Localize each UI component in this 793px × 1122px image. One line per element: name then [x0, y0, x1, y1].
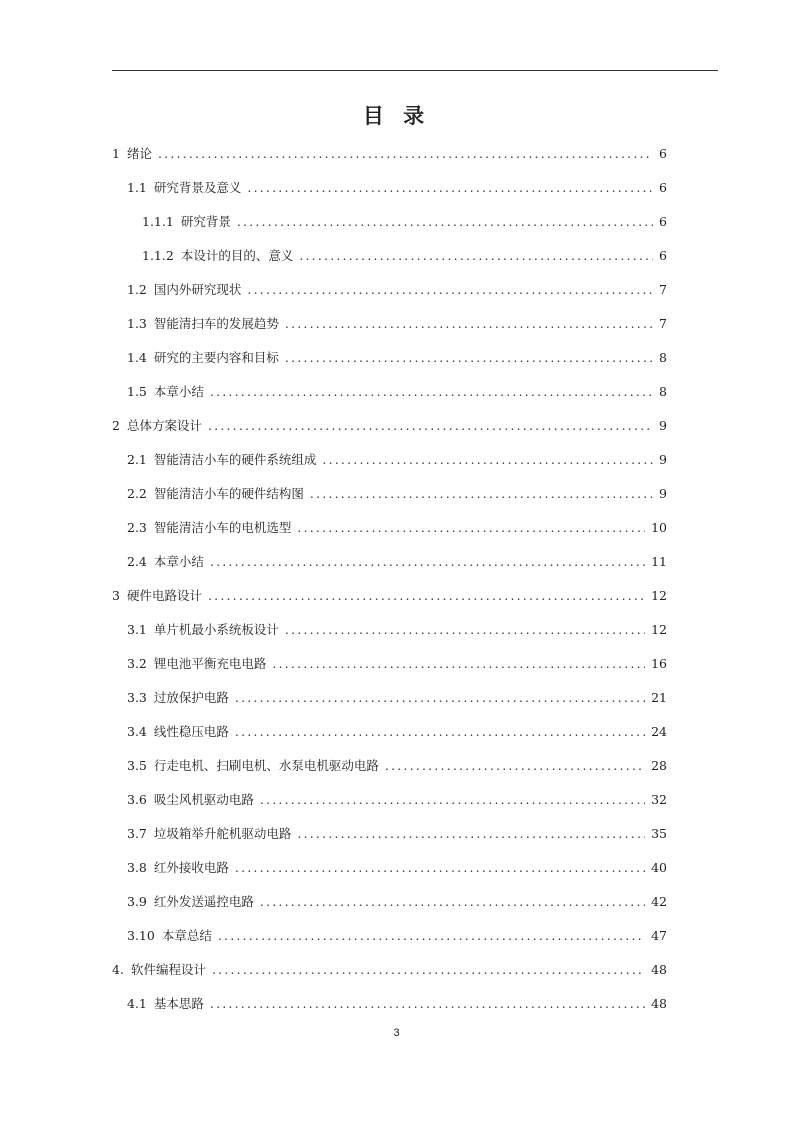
toc-entry-number: 3.10 [127, 928, 155, 943]
toc-entry-title: 智能清洁小车的硬件系统组成 [153, 452, 317, 467]
toc-dot-leader [299, 248, 653, 264]
toc-entry[interactable] [112, 715, 667, 749]
toc-entry-number: 3.7 [127, 826, 147, 841]
toc-dot-leader [210, 554, 645, 570]
toc-entry-title: 过放保护电路 [153, 690, 229, 705]
toc-entry-page: 10 [651, 520, 667, 535]
toc-dot-leader [210, 384, 653, 400]
toc-entry-title: 绪论 [126, 146, 152, 161]
toc-entry[interactable] [112, 783, 667, 817]
toc-entry-page: 24 [651, 724, 667, 739]
toc-entry-page: 8 [659, 384, 667, 399]
toc-entry[interactable] [112, 409, 667, 443]
toc-entry[interactable] [112, 273, 667, 307]
toc-entry-page: 48 [651, 962, 667, 977]
toc-entry-number: 3.9 [127, 894, 147, 909]
toc-dot-leader [208, 418, 653, 434]
toc-entry[interactable] [112, 681, 667, 715]
toc-entry-page: 7 [659, 316, 667, 331]
toc-entry-title: 软件编程设计 [130, 962, 206, 977]
toc-entry-number: 2 [112, 418, 120, 433]
toc-dot-leader [297, 520, 645, 536]
toc-entry-title: 吸尘风机驱动电路 [153, 792, 254, 807]
toc-entry-page: 7 [659, 282, 667, 297]
toc-entry[interactable] [112, 953, 667, 987]
toc-entry-title: 智能清洁小车的电机选型 [153, 520, 292, 535]
toc-entry[interactable] [112, 205, 667, 239]
toc-entry[interactable] [112, 375, 667, 409]
toc-entry-number: 1 [112, 146, 120, 161]
toc-entry-page: 35 [651, 826, 667, 841]
toc-dot-leader [235, 860, 645, 876]
toc-dot-leader [297, 826, 645, 842]
toc-entry-title: 本设计的目的、意义 [180, 248, 294, 263]
toc-dot-leader [237, 214, 653, 230]
toc-entry-number: 3 [112, 588, 120, 603]
toc-entry-page: 11 [651, 554, 667, 569]
toc-dot-leader [210, 996, 645, 1012]
toc-dot-leader [235, 724, 645, 740]
toc-entry-page: 40 [651, 860, 667, 875]
toc-entry-page: 48 [651, 996, 667, 1011]
toc-entry-number: 1.1.1 [142, 214, 174, 229]
toc-entry-title: 红外发送遥控电路 [153, 894, 254, 909]
toc-entry-page: 28 [651, 758, 667, 773]
toc-entry[interactable] [112, 885, 667, 919]
toc-entry-number: 1.3 [127, 316, 147, 331]
footer-page-number: 3 [393, 1027, 400, 1039]
toc-entry-title: 红外接收电路 [153, 860, 229, 875]
toc-dot-leader [310, 486, 653, 502]
toc-dot-leader [218, 928, 645, 944]
toc-entry[interactable] [112, 171, 667, 205]
toc-entry[interactable] [112, 987, 667, 1021]
toc-entry-page: 32 [651, 792, 667, 807]
toc-dot-leader [272, 656, 645, 672]
toc-entry-number: 2.2 [127, 486, 147, 501]
toc-entry-number: 2.4 [127, 554, 147, 569]
toc-entry-title: 锂电池平衡充电电路 [153, 656, 267, 671]
toc-dot-leader [260, 894, 645, 910]
toc-entry-title: 智能清洁小车的硬件结构图 [153, 486, 304, 501]
toc-entry[interactable] [112, 137, 667, 171]
toc-entry-page: 21 [651, 690, 667, 705]
toc-entry-number: 2.3 [127, 520, 147, 535]
toc-entry-title: 研究背景及意义 [153, 180, 242, 195]
toc-entry[interactable] [112, 613, 667, 647]
toc-entry-number: 3.1 [127, 622, 147, 637]
toc-entry-number: 2.1 [127, 452, 147, 467]
toc-entry-title: 国内外研究现状 [153, 282, 242, 297]
toc-entry-title: 行走电机、扫刷电机、水泵电机驱动电路 [153, 758, 379, 773]
toc-dot-leader [285, 622, 645, 638]
toc-title: 目 录 [362, 104, 431, 128]
toc-entry[interactable] [112, 443, 667, 477]
toc-entry-title: 基本思路 [153, 996, 204, 1011]
toc-entry-page: 6 [659, 214, 667, 229]
toc-entry[interactable] [112, 647, 667, 681]
toc-entry-title: 单片机最小系统板设计 [153, 622, 279, 637]
toc-dot-leader [260, 792, 645, 808]
toc-dot-leader [158, 146, 653, 162]
toc-entry-page: 12 [651, 588, 667, 603]
toc-entry[interactable] [112, 307, 667, 341]
toc-dot-leader [247, 282, 653, 298]
toc-entry[interactable] [112, 545, 667, 579]
toc-entry[interactable] [112, 477, 667, 511]
toc-entry[interactable] [112, 341, 667, 375]
toc-entry-title: 垃圾箱举升舵机驱动电路 [153, 826, 292, 841]
toc-entry[interactable] [112, 919, 667, 953]
toc-entry-page: 9 [659, 452, 667, 467]
toc-entry-page: 12 [651, 622, 667, 637]
toc-entry-title: 研究背景 [180, 214, 231, 229]
toc-entry-title: 本章总结 [161, 928, 212, 943]
toc-entry-number: 3.4 [127, 724, 147, 739]
toc-entry-page: 47 [651, 928, 667, 943]
toc-entry-title: 本章小结 [153, 384, 204, 399]
toc-entry-number: 1.5 [127, 384, 147, 399]
toc-entry-title: 硬件电路设计 [126, 588, 202, 603]
toc-entry-number: 3.2 [127, 656, 147, 671]
toc-entry-page: 9 [659, 486, 667, 501]
toc-entry[interactable] [112, 817, 667, 851]
toc-entry-page: 6 [659, 248, 667, 263]
toc-entry-number: 3.3 [127, 690, 147, 705]
toc-entry[interactable] [112, 239, 667, 273]
toc-entry-title: 智能清扫车的发展趋势 [153, 316, 279, 331]
toc-dot-leader [385, 758, 645, 774]
toc-dot-leader [285, 350, 653, 366]
toc-entry[interactable] [112, 511, 667, 545]
toc-entry-number: 3.6 [127, 792, 147, 807]
toc-entry-title: 线性稳压电路 [153, 724, 229, 739]
toc-entry-number: 3.5 [127, 758, 147, 773]
toc-entry-page: 16 [651, 656, 667, 671]
toc-dot-leader [235, 690, 645, 706]
toc-entry-number: 1.4 [127, 350, 147, 365]
toc-dot-leader [212, 962, 645, 978]
toc-dot-leader [208, 588, 645, 604]
toc-entry[interactable] [112, 851, 667, 885]
toc-dot-leader [247, 180, 653, 196]
toc-entry-page: 42 [651, 894, 667, 909]
toc-entry-number: 1.2 [127, 282, 147, 297]
toc-entry-page: 9 [659, 418, 667, 433]
toc-entry-number: 3.8 [127, 860, 147, 875]
toc-entry[interactable] [112, 579, 667, 613]
toc-dot-leader [322, 452, 653, 468]
toc-entry-page: 6 [659, 146, 667, 161]
toc-entry-number: 4. [112, 962, 124, 977]
toc-entry-page: 6 [659, 180, 667, 195]
toc-entry-number: 1.1 [127, 180, 147, 195]
header-rule [112, 70, 718, 71]
table-of-contents [112, 137, 667, 1021]
toc-dot-leader [285, 316, 653, 332]
toc-entry-number: 4.1 [127, 996, 147, 1011]
toc-entry-title: 研究的主要内容和目标 [153, 350, 279, 365]
toc-entry-page: 8 [659, 350, 667, 365]
toc-entry-title: 本章小结 [153, 554, 204, 569]
toc-entry[interactable] [112, 749, 667, 783]
toc-entry-title: 总体方案设计 [126, 418, 202, 433]
toc-entry-number: 1.1.2 [142, 248, 174, 263]
